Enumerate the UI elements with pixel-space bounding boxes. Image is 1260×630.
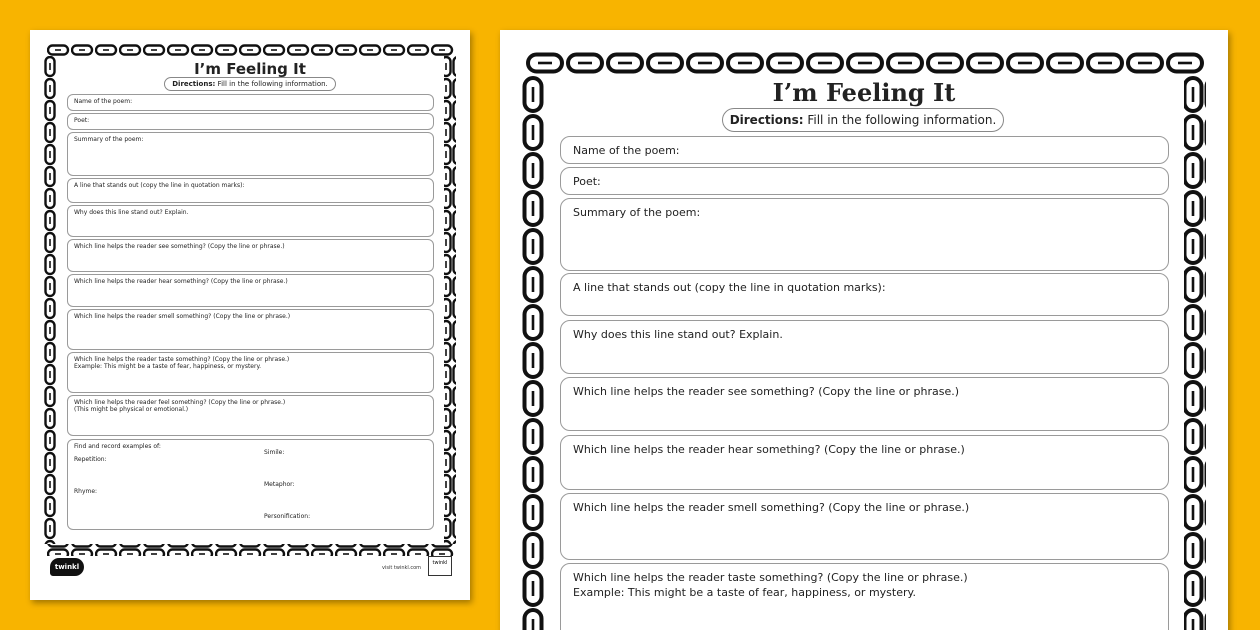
field-taste[interactable] <box>67 352 434 393</box>
field-poem-name[interactable] <box>67 94 434 111</box>
directions-label: Directions: <box>172 80 216 88</box>
directions-label: Directions: <box>729 113 804 127</box>
field-smell[interactable] <box>560 493 1169 560</box>
field-label: Summary of the poem: <box>74 136 144 143</box>
field-smell[interactable] <box>67 309 434 350</box>
field-why[interactable] <box>67 205 434 237</box>
field-label: Name of the poem: <box>573 144 680 157</box>
metaphor-label: Metaphor: <box>264 481 295 488</box>
field-why[interactable] <box>560 320 1169 374</box>
worksheet-title: I’m Feeling It <box>194 60 306 78</box>
field-summary[interactable] <box>67 132 434 176</box>
rhyme-label: Rhyme: <box>74 488 98 495</box>
footer-url: visit twinkl.com <box>382 565 422 571</box>
field-label: Poet: <box>573 175 601 188</box>
field-label: Why does this line stand out? Explain. <box>74 209 189 216</box>
field-feel[interactable] <box>67 395 434 436</box>
field-poet[interactable] <box>560 167 1169 195</box>
directions-banner <box>722 108 1004 132</box>
simile-label: Simile: <box>264 449 285 456</box>
examples-box[interactable] <box>67 439 434 530</box>
field-label: Which line helps the reader hear something? (Copy the line or phrase.) <box>74 278 288 285</box>
repetition-label: Repetition: <box>74 456 107 463</box>
field-label: Which line helps the reader see something? (Copy the line or phrase.) <box>573 385 960 398</box>
field-label: Which line helps the reader taste something? (Copy the line or phrase.) <box>573 571 968 584</box>
field-label: A line that stands out (copy the line in quotation marks): <box>74 182 245 189</box>
personification-label: Personification: <box>264 513 311 520</box>
field-hear[interactable] <box>67 274 434 307</box>
field-label: Poet: <box>74 117 90 124</box>
field-label: A line that stands out (copy the line in quotation marks): <box>573 281 886 294</box>
field-hear[interactable] <box>560 435 1169 490</box>
field-summary[interactable] <box>560 198 1169 271</box>
worksheet-title: I’m Feeling It <box>772 78 956 107</box>
field-poem-name[interactable] <box>560 136 1169 164</box>
field-standout-line[interactable] <box>560 273 1169 316</box>
directions-text: Fill in the following information. <box>807 113 997 127</box>
field-label: Why does this line stand out? Explain. <box>573 328 783 341</box>
field-label: Which line helps the reader smell something? (Copy the line or phrase.) <box>74 313 291 320</box>
field-note: (This might be physical or emotional.) <box>74 406 189 413</box>
field-label: Which line helps the reader see something? (Copy the line or phrase.) <box>74 243 285 250</box>
field-standout-line[interactable] <box>67 178 434 203</box>
field-label: Which line helps the reader hear something? (Copy the line or phrase.) <box>573 443 965 456</box>
field-label: Summary of the poem: <box>573 206 701 219</box>
field-label: Which line helps the reader feel something? (Copy the line or phrase.) <box>74 399 286 406</box>
field-label: Which line helps the reader taste something? (Copy the line or phrase.) <box>74 356 290 363</box>
examples-heading: Find and record examples of: <box>74 443 161 450</box>
footer-badge: twinkl <box>428 556 452 576</box>
twinkl-logo: twinkl <box>50 558 84 576</box>
directions-banner <box>164 77 336 91</box>
field-see[interactable] <box>67 239 434 272</box>
worksheet-preview-large <box>500 30 1228 630</box>
field-see[interactable] <box>560 377 1169 431</box>
field-note: Example: This might be a taste of fear, happiness, or mystery. <box>74 363 262 370</box>
directions-text: Fill in the following information. <box>217 80 328 88</box>
field-poet[interactable] <box>67 113 434 130</box>
worksheet-preview-small <box>30 30 470 600</box>
field-label: Name of the poem: <box>74 98 133 105</box>
field-note: Example: This might be a taste of fear, happiness, or mystery. <box>573 586 916 599</box>
field-label: Which line helps the reader smell something? (Copy the line or phrase.) <box>573 501 970 514</box>
field-taste[interactable] <box>560 563 1169 630</box>
